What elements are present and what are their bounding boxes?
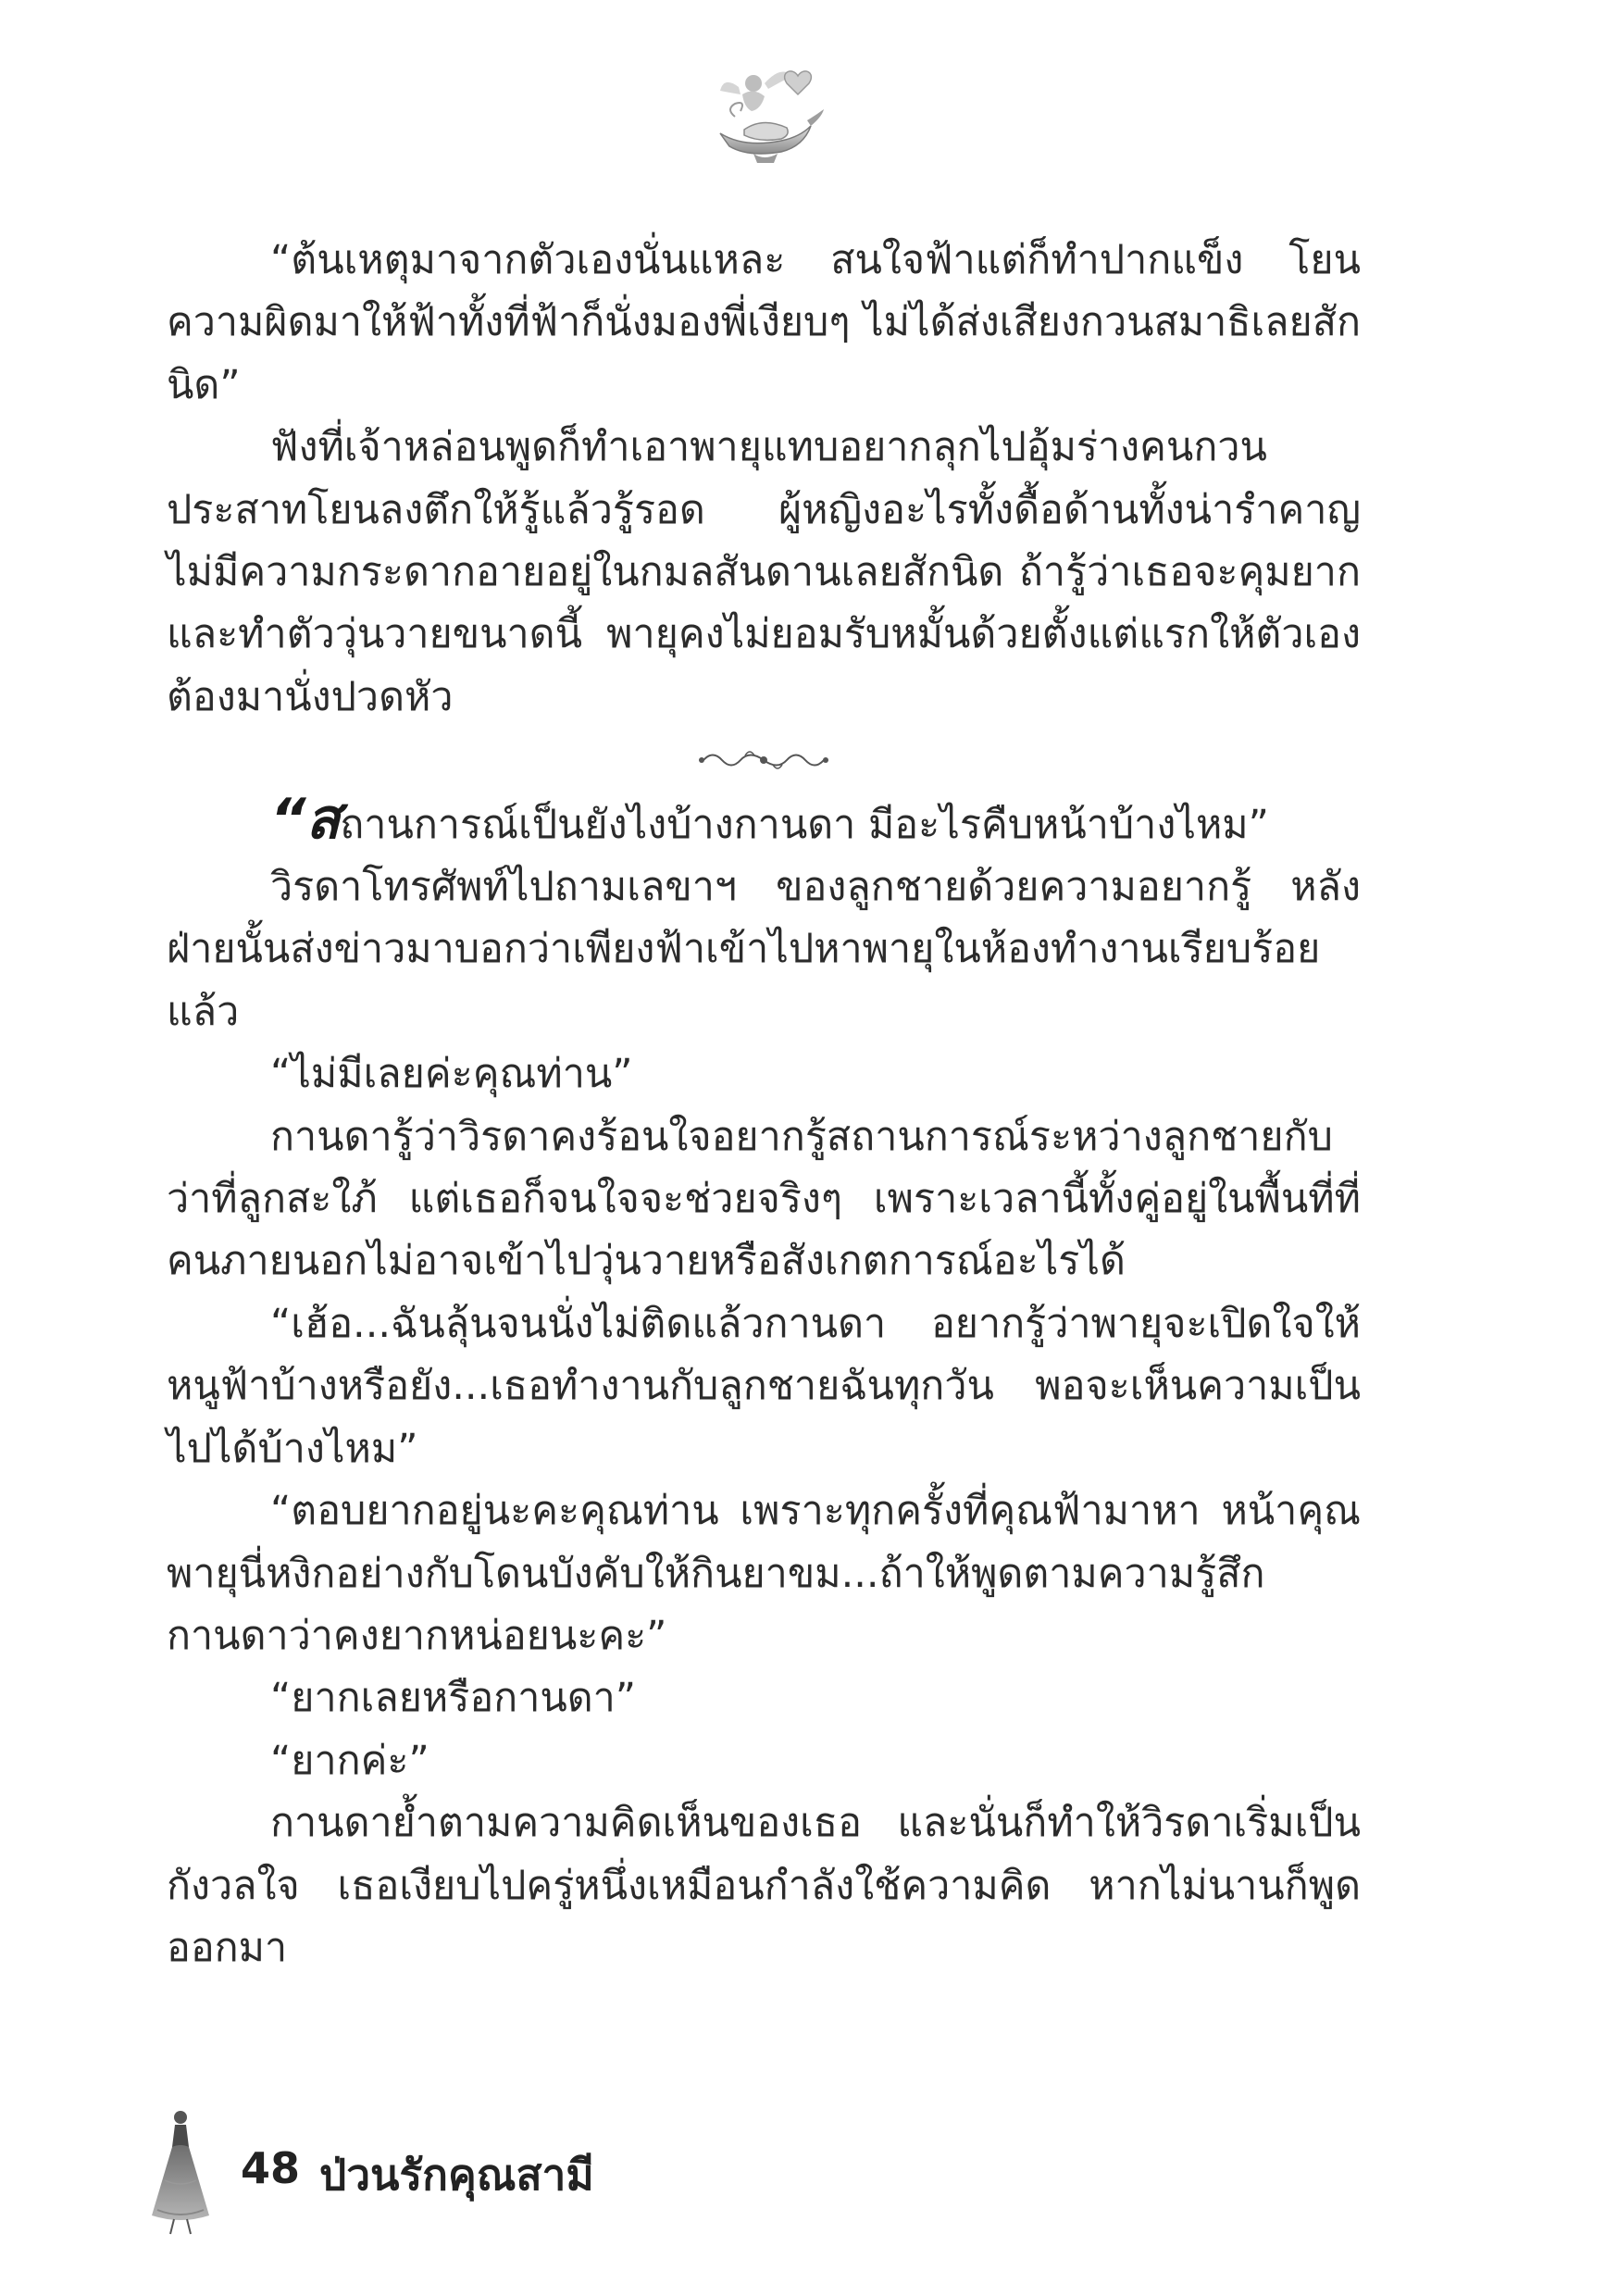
genie-lamp-icon bbox=[707, 56, 828, 167]
paragraph: กานดาย้ำตามความคิดเห็นของเธอ และนั่นก็ทำให้วิรดาเริ่มเป็นกังวลใจ เธอเงียบไปครู่หนึ่งเหมือนกำลังใช้ความคิด หากไม่นานก็พูดออกมา bbox=[167, 1800, 1361, 1971]
paragraph: “ต้นเหตุมาจากตัวเองนั่นแหละ สนใจฟ้าแต่ก็ทำปากแข็ง โยนความผิดมาให้ฟ้าทั้งที่ฟ้าก็นั่งมองพี่เงียบๆ ไม่ได้ส่งเสียงกวนสมาธิเลยสักนิด” bbox=[167, 237, 1361, 408]
paragraph: “ยากเลยหรือกานดา” bbox=[270, 1675, 637, 1722]
section-first-text: ถานการณ์เป็นยังไงบ้างกานดา มีอะไรคืบหน้าบ้างไหม” bbox=[340, 801, 1269, 848]
lady-in-gown-icon bbox=[148, 2106, 213, 2236]
paragraph: “ยากค่ะ” bbox=[270, 1737, 429, 1784]
page-footer bbox=[148, 2106, 981, 2236]
paragraph: “ตอบยากอยู่นะคะคุณท่าน เพราะทุกครั้งที่คุณฟ้ามาหา หน้าคุณพายุนี่หงิกอย่างกับโดนบังคับให้กินยาขม...ถ้าให้พูดตามความรู้สึก กานดาว่าคงยากหน่อยนะคะ” bbox=[167, 1488, 1361, 1659]
paragraph: ฟังที่เจ้าหล่อนพูดก็ทำเอาพายุแทบอยากลุกไปอุ้มร่างคนกวนประสาทโยนลงตึกให้รู้แล้วรู้รอด ผู้หญิงอะไรทั้งดื้อด้านทั้งน่ารำคาญ ไม่มีความกระดากอายอยู่ในกมลสันดานเลยสักนิด ถ้ารู้ว่าเธอจะคุมยากและทำตัววุ่นวายขนาดนี้ พายุคงไม่ยอมรับหมั้นด้วยตั้งแต่แรกให้ตัวเองต้องมานั่งปวดหัว bbox=[167, 424, 1361, 720]
paragraph: “ไม่มีเลยค่ะคุณท่าน” bbox=[270, 1051, 633, 1098]
section-first-paragraph bbox=[167, 786, 1361, 856]
book-title: ป่วนรักคุณสามี bbox=[319, 2150, 594, 2200]
story-text bbox=[167, 230, 1361, 1979]
paragraph: วิรดาโทรศัพท์ไปถามเลขาฯ ของลูกชายด้วยความอยากรู้ หลังฝ่ายนั้นส่งข่าวมาบอกว่าเพียงฟ้าเข้าไปหาพายุในห้องทำงานเรียบร้อยแล้ว bbox=[167, 864, 1361, 1035]
paragraph: “เฮ้อ...ฉันลุ้นจนนั่งไม่ติดแล้วกานดา อยากรู้ว่าพายุจะเปิดใจให้หนูฟ้าบ้างหรือยัง...เธอทำงานกับลูกชายฉันทุกวัน พอจะเห็นความเป็นไปได้บ้างไหม” bbox=[167, 1300, 1361, 1472]
drop-cap: “ส bbox=[270, 786, 341, 852]
section-divider bbox=[167, 729, 1361, 791]
page-number: 48 bbox=[241, 2143, 301, 2193]
floral-divider-icon bbox=[694, 744, 833, 776]
paragraph: กานดารู้ว่าวิรดาคงร้อนใจอยากรู้สถานการณ์ระหว่างลูกชายกับว่าที่ลูกสะใภ้ แต่เธอก็จนใจจะช่วยจริงๆ เพราะเวลานี้ทั้งคู่อยู่ในพื้นที่ที่คนภายนอกไม่อาจเข้าไปวุ่นวายหรือสังเกตการณ์อะไรได้ bbox=[167, 1113, 1361, 1285]
